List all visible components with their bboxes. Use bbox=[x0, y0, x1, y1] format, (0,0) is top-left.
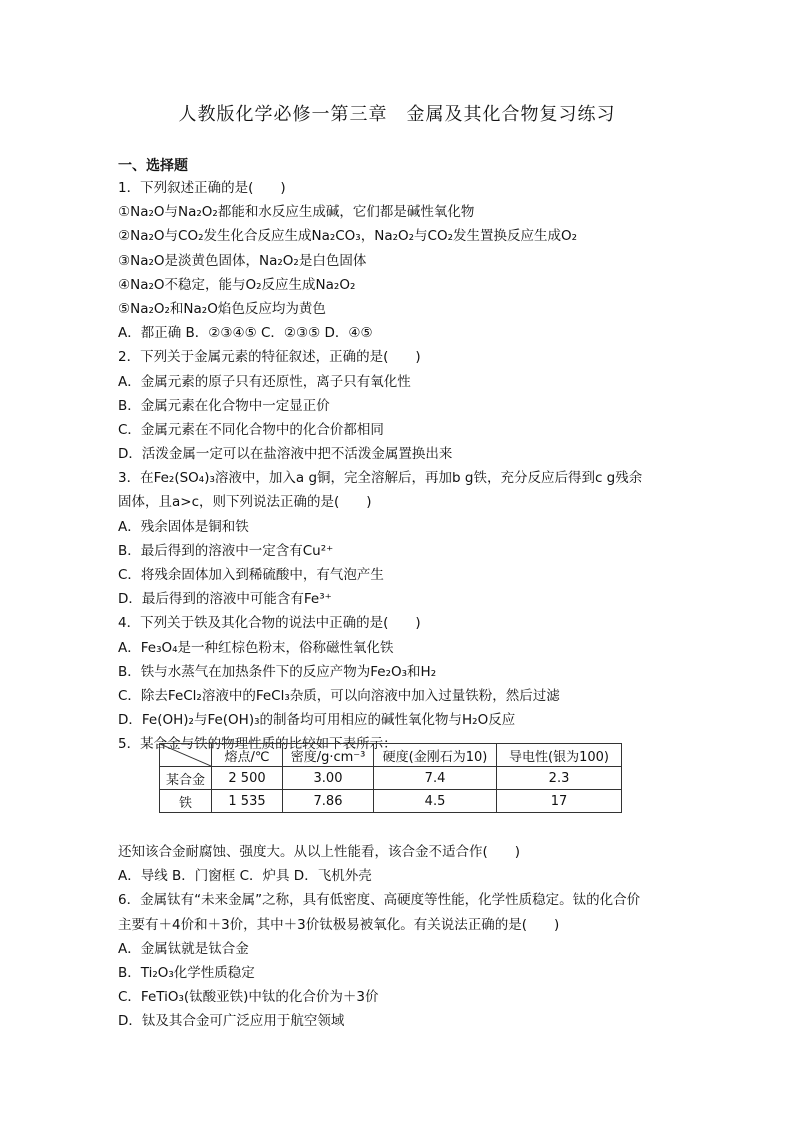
table-cell: 2.3 bbox=[497, 767, 622, 790]
table-cell: 2 500 bbox=[212, 767, 283, 790]
q1-item: ⑤Na₂O₂和Na₂O焰色反应均为黄色 bbox=[118, 300, 326, 317]
q3-option-d: D．最后得到的溶液中可能含有Fe³⁺ bbox=[118, 591, 332, 608]
q6-option-d: D．钛及其合金可广泛应用于航空领域 bbox=[118, 1013, 345, 1030]
q4-option-b: B．铁与水蒸气在加热条件下的反应产物为Fe₂O₃和H₂ bbox=[118, 663, 437, 680]
q5-stem: 5．某合金与铁的物理性质的比较如下表所示： bbox=[118, 736, 397, 753]
properties-table bbox=[159, 743, 622, 813]
section-heading: 一、选择题 bbox=[118, 158, 188, 174]
table-corner-cell bbox=[160, 744, 212, 767]
questions-part-2 bbox=[118, 840, 678, 1034]
q6-stem-line1: 6．金属钛有“未来金属”之称，具有低密度、高硬度等性能，化学性质稳定。钛的化合价 bbox=[118, 892, 641, 909]
table-row-label: 铁 bbox=[160, 790, 212, 813]
q3-stem-line2: 固体，且a>c，则下列说法正确的是( ) bbox=[118, 494, 372, 511]
q2-option-a: A．金属元素的原子只有还原性，离子只有氧化性 bbox=[118, 373, 411, 390]
table-row bbox=[160, 790, 622, 813]
q5-options: A．导线 B．门窗框 C．炉具 D．飞机外壳 bbox=[118, 868, 372, 885]
q3-stem-line1: 3．在Fe₂(SO₄)₃溶液中，加入a g铜，完全溶解后，再加b g铁，充分反应后得到c g残余 bbox=[118, 470, 643, 487]
q4-option-d: D．Fe(OH)₂与Fe(OH)₃的制备均可用相应的碱性氧化物与H₂O反应 bbox=[118, 712, 516, 729]
table-cell: 4.5 bbox=[374, 790, 497, 813]
q1-stem: 1．下列叙述正确的是( ) bbox=[118, 180, 286, 196]
q1-item: ①Na₂O与Na₂O₂都能和水反应生成碱，它们都是碱性氧化物 bbox=[118, 204, 475, 221]
table-header-cell: 熔点/℃ bbox=[212, 744, 283, 767]
q6-option-b: B．Ti₂O₃化学性质稳定 bbox=[118, 964, 255, 981]
table-cell: 1 535 bbox=[212, 790, 283, 813]
table-cell: 17 bbox=[497, 790, 622, 813]
table-header-cell: 导电性(银为100) bbox=[497, 744, 622, 767]
q5-after-text: 还知该合金耐腐蚀、强度大。从以上性能看，该合金不适合作( ) bbox=[118, 844, 521, 860]
q2-option-d: D．活泼金属一定可以在盐溶液中把不活泼金属置换出来 bbox=[118, 446, 453, 463]
q2-option-b: B．金属元素在化合物中一定显正价 bbox=[118, 397, 330, 414]
table-row bbox=[160, 767, 622, 790]
q4-stem: 4．下列关于铁及其化合物的说法中正确的是( ) bbox=[118, 615, 421, 632]
table-cell: 7.4 bbox=[374, 767, 497, 790]
q3-option-a: A．残余固体是铜和铁 bbox=[118, 518, 249, 535]
table-row-label: 某合金 bbox=[160, 767, 212, 790]
q4-option-c: C．除去FeCl₂溶液中的FeCl₃杂质，可以向溶液中加入过量铁粉，然后过滤 bbox=[118, 687, 560, 704]
q2-option-c: C．金属元素在不同化合物中的化合价都相同 bbox=[118, 421, 384, 438]
q1-item: ④Na₂O不稳定，能与O₂反应生成Na₂O₂ bbox=[118, 276, 356, 293]
q2-stem: 2．下列关于金属元素的特征叙述，正确的是( ) bbox=[118, 349, 421, 366]
q6-option-c: C．FeTiO₃(钛酸亚铁)中钛的化合价为＋3价 bbox=[118, 989, 379, 1006]
q4-option-a: A．Fe₃O₄是一种红棕色粉末，俗称磁性氧化铁 bbox=[118, 639, 394, 656]
q6-option-a: A．金属钛就是钛合金 bbox=[118, 940, 249, 957]
q6-stem-line2: 主要有＋4价和＋3价，其中＋3价钛极易被氧化。有关说法正确的是( ) bbox=[118, 916, 560, 933]
q3-option-c: C．将残余固体加入到稀硫酸中，有气泡产生 bbox=[118, 567, 384, 583]
table-cell: 3.00 bbox=[283, 767, 374, 790]
q1-item: ③Na₂O是淡黄色固体，Na₂O₂是白色固体 bbox=[118, 252, 367, 269]
page-title: 人教版化学必修一第三章 金属及其化合物复习练习 bbox=[178, 104, 616, 125]
diagonal-line-icon bbox=[160, 744, 211, 766]
table-cell: 7.86 bbox=[283, 790, 374, 813]
table-header-cell: 硬度(金刚石为10) bbox=[374, 744, 497, 767]
q3-option-b: B．最后得到的溶液中一定含有Cu²⁺ bbox=[118, 542, 334, 559]
questions-part-1 bbox=[118, 176, 678, 757]
q1-item: ②Na₂O与CO₂发生化合反应生成Na₂CO₃，Na₂O₂与CO₂发生置换反应生成O₂ bbox=[118, 228, 578, 245]
q1-options: A．都正确 B．②③④⑤ C．②③⑤ D．④⑤ bbox=[118, 325, 373, 342]
table-header-cell: 密度/g·cm⁻³ bbox=[283, 744, 374, 767]
table-header-row bbox=[160, 744, 622, 767]
